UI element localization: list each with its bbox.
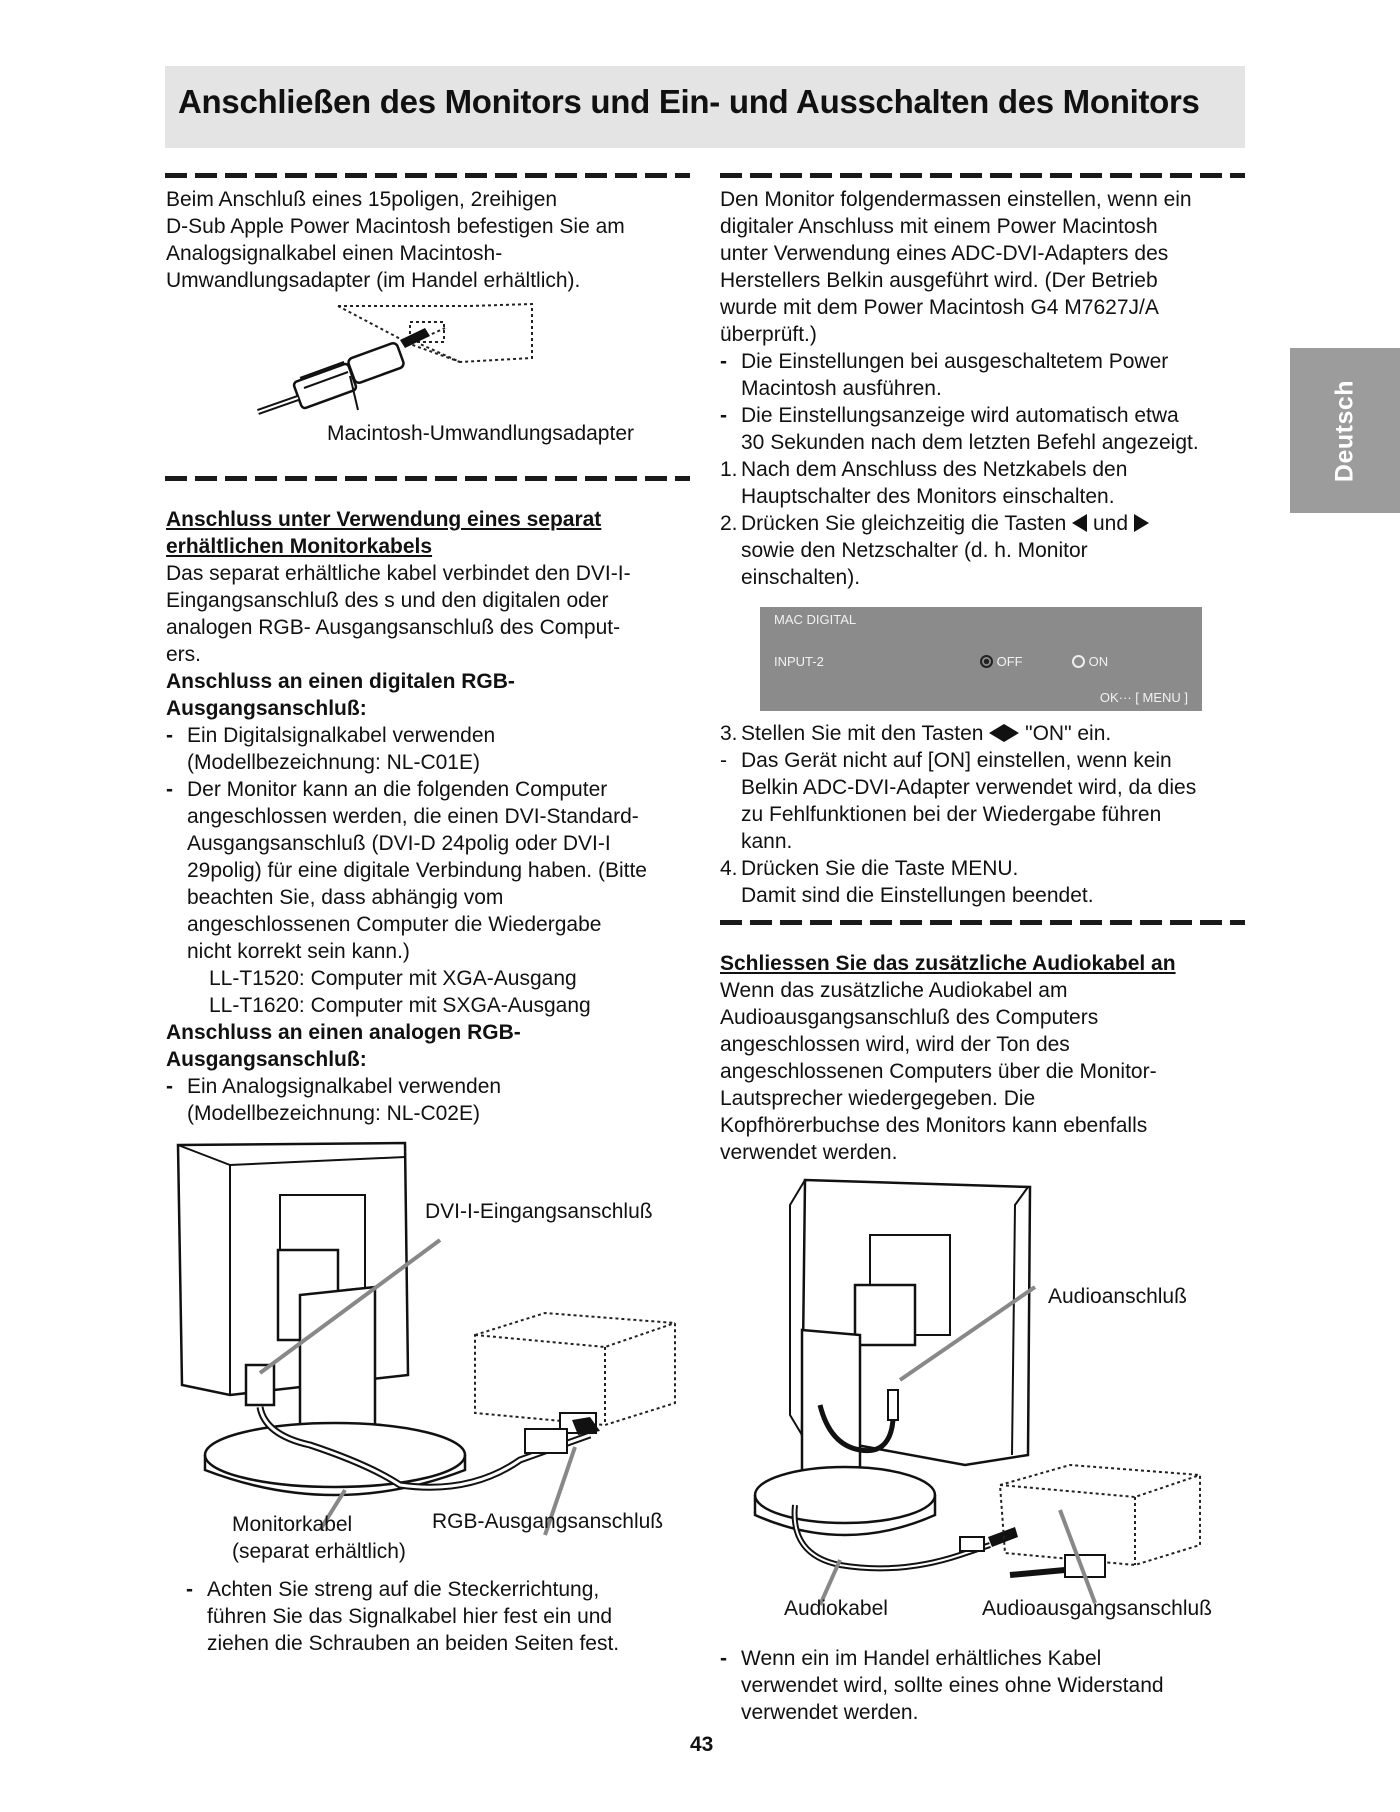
osd-off-option[interactable]: OFF <box>980 654 1023 669</box>
step-3: 3. Stellen Sie mit den Tasten "ON" ein. <box>720 722 1112 745</box>
osd-on-option[interactable]: ON <box>1072 654 1108 669</box>
audio-section: Schliessen Sie das zusätzliche Audiokabel an Wenn das zusätzliche Audiokabel am Audioausgangsanschluß des Computers angeschlossen wird, wird der Ton des angeschlossenen Computers über die Monitor- Lautsprecher wiedergegeben. Die Kopfhörerbuchse des Monitors kann ebenfalls verwendet werden. <box>720 950 1250 1166</box>
radio-selected-icon <box>980 655 993 668</box>
osd-menu <box>760 607 1202 711</box>
section-heading: Anschluss unter Verwendung eines separat <box>166 508 602 531</box>
adapter-label: Macintosh-Umwandlungsadapter <box>327 422 634 445</box>
left-intro: Beim Anschluß eines 15poligen, 2reihigen D-Sub Apple Power Macintosh befestigen Sie am Analogsignalkabel einen Macintosh- Umwandlungsadapter (im Handel erhältlich). <box>166 188 625 292</box>
audio-heading: Schliessen Sie das zusätzliche Audiokabel an <box>720 952 1176 975</box>
right-note: - Wenn ein im Handel erhältliches Kabel verwendet wird, sollte eines ohne Widerstand verwendet werden. <box>720 1647 1164 1724</box>
step-4: 4. Drücken Sie die Taste MENU. Damit sind die Einstellungen beendet. <box>720 857 1094 907</box>
section-heading: erhältlichen Monitorkabels <box>166 535 433 558</box>
analog-heading: Anschluss an einen analogen RGB- <box>166 1021 521 1044</box>
right-intro: Den Monitor folgendermassen einstellen, wenn ein digitaler Anschluss mit einem Power Macintosh unter Verwendung eines ADC-DVI-Adapters des Herstellers Belkin ausgeführt wird. (Der Betrieb wurde mit dem Power Macintosh G4 M7627J/A überprüft.) - Die Einstellungen bei ausgeschaltetem Power Macintosh ausführen. - Die Einstellungsanzeige wird automatisch etwa 30 Sekunden nach dem letzten Befehl angezeigt. 1. Nach dem Anschluss des Netzkabels den Hauptschalter des Monitors einschalten. 2. Drücken Sie gleichzeitig die Tasten und sowie den Netzschalter (d. h. Monitor einschalten). <box>720 186 1250 591</box>
list-item: - Das Gerät nicht auf [ON] einstellen, wenn kein Belkin ADC-DVI-Adapter verwendet wird, da dies zu Fehlfunktionen bei der Wiedergabe führen kann. <box>720 749 1197 853</box>
title-bar <box>165 66 1245 148</box>
right-steps <box>720 720 1250 909</box>
step-1: 1. Nach dem Anschluss des Netzkabels den Hauptschalter des Monitors einschalten. <box>720 458 1128 508</box>
osd-ok-hint: OK··· [ MENU ] <box>1099 690 1188 705</box>
language-tab-label: Deutsch <box>1330 379 1359 482</box>
rgb-output-label: RGB-Ausgangsanschluß <box>432 1510 664 1533</box>
left-note: - Achten Sie streng auf die Steckerrichtung, führen Sie das Signalkabel hier fest ein und ziehen die Schrauben an beiden Seiten fest. <box>186 1578 620 1655</box>
model-line: LL-T1620: Computer mit SXGA-Ausgang <box>209 994 591 1017</box>
radio-empty-icon <box>1072 655 1085 668</box>
monitor-connection-illustration <box>170 1135 690 1515</box>
step-2: 2. Drücken Sie gleichzeitig die Tasten und sowie den Netzschalter (d. h. Monitor einschalten). <box>720 510 1250 591</box>
separator <box>720 173 1245 178</box>
audio-output-label: Audioausgangsanschluß <box>982 1597 1212 1620</box>
osd-input-label: INPUT-2 <box>774 654 824 669</box>
language-tab <box>1290 348 1400 513</box>
separator <box>720 920 1245 925</box>
page-title: Anschließen des Monitors und Ein- und Ausschalten des Monitors <box>178 83 1200 120</box>
left-arrow-icon <box>1072 514 1087 532</box>
list-item: - Ein Analogsignalkabel verwenden (Modellbezeichnung: NL-C02E) <box>166 1075 502 1125</box>
digital-heading: Anschluss an einen digitalen RGB- <box>166 670 515 693</box>
separator <box>165 173 690 178</box>
analog-heading: Ausgangsanschluß: <box>166 1048 367 1071</box>
right-arrow-icon <box>1134 514 1149 532</box>
list-item: - Der Monitor kann an die folgenden Computer angeschlossen werden, die einen DVI-Standard- Ausgangsanschluß (DVI-D 24polig oder DVI-I 29polig) für eine digitale Verbindung haben. (Bitte beachten Sie, dass abhängig vom angeschlossenen Computer die Wiedergabe nicht korrekt sein kann.) <box>166 778 647 963</box>
left-section: Anschluss unter Verwendung eines separat erhältlichen Monitorkabels Das separat erhältliche kabel verbindet den DVI-I- Eingangsanschluß des s und den digitalen oder analogen RGB- Ausgangsanschluß des Comput- ers. Anschluss an einen digitalen RGB- Ausgangsanschluß: - Ein Digitalsignalkabel verwenden (Modellbezeichnung: NL-C01E) - Der Monitor kann an die folgenden Computer angeschlossen werden, die einen DVI-Standard- Ausgangsanschluß (DVI-D 24polig oder DVI-I 29polig) für eine digitale Verbindung haben. (Bitte beachten Sie, dass abhängig vom angeschlossenen Computer die Wiedergabe nicht korrekt sein kann.) LL-T1520: Computer mit XGA-Ausgang LL-T1620: Computer mit SXGA-Ausgang Anschluss an einen analogen RGB- Ausgangsanschluß: - Ein Analogsignalkabel verwenden (Modellbezeichnung: NL-C02E) <box>166 506 696 1127</box>
audio-connection-illustration <box>760 1175 1220 1595</box>
monitor-cable-label: Monitorkabel (separat erhältlich) <box>232 1513 406 1563</box>
audio-input-label: Audioanschluß <box>1048 1285 1187 1308</box>
adapter-illustration <box>240 300 560 425</box>
model-line: LL-T1520: Computer mit XGA-Ausgang <box>209 967 577 990</box>
audio-cable-label: Audiokabel <box>784 1597 888 1620</box>
list-item: - Die Einstellungen bei ausgeschaltetem Power Macintosh ausführen. <box>720 350 1169 400</box>
dvi-input-label: DVI-I-Eingangsanschluß <box>425 1200 653 1223</box>
digital-heading: Ausgangsanschluß: <box>166 697 367 720</box>
list-item: - Die Einstellungsanzeige wird automatisch etwa 30 Sekunden nach dem letzten Befehl angezeigt. <box>720 404 1199 454</box>
right-arrow-icon <box>1004 724 1019 742</box>
page-number: 43 <box>690 1733 714 1756</box>
list-item: - Ein Digitalsignalkabel verwenden (Modellbezeichnung: NL-C01E) <box>166 724 496 774</box>
left-arrow-icon <box>989 724 1004 742</box>
separator <box>165 476 690 481</box>
osd-title: MAC DIGITAL <box>774 612 857 627</box>
